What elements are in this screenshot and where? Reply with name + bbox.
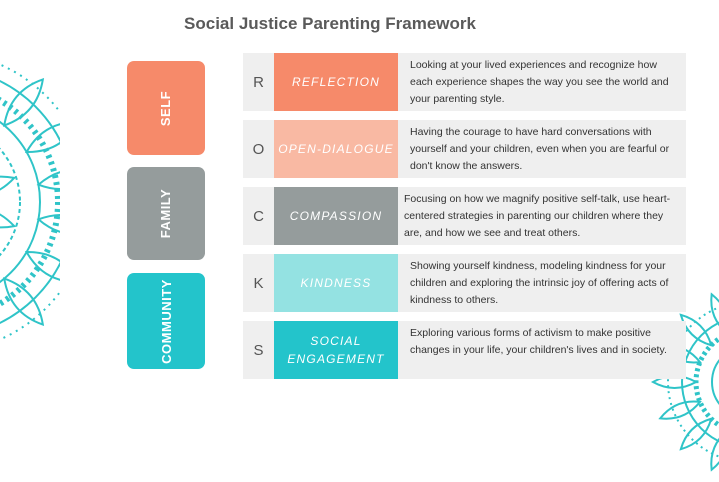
framework-row-kindness: [243, 254, 686, 312]
mandala-petal: [22, 244, 60, 290]
framework-row-reflection: [243, 53, 686, 111]
page-title: Social Justice Parenting Framework: [184, 14, 476, 33]
category-self: [127, 61, 205, 155]
right-mandala-decoration: [648, 282, 719, 482]
category-self-label: SELF: [158, 90, 174, 126]
row-description: Showing yourself kindness, modeling kindness for your children and exploring the intrinsic joy of offering acts of kindness to others.: [410, 260, 669, 306]
row-letter: R: [243, 53, 274, 111]
mandala-petal: [0, 273, 50, 331]
mandala-petal: [0, 170, 17, 203]
row-keyword: REFLECTION: [274, 53, 398, 111]
row-keyword: COMPASSION: [274, 187, 398, 245]
row-keyword: KINDNESS: [274, 254, 398, 312]
row-keyword: OPEN-DIALOGUE: [274, 120, 398, 178]
row-description: Exploring various forms of activism to make positive changes in your life, your children's lives and in society.: [410, 327, 667, 356]
mandala-petal: [658, 396, 702, 424]
mandala-petal: [0, 49, 3, 112]
row-description-box: [398, 321, 686, 379]
framework-row-open-dialogue: [243, 120, 686, 178]
row-description-box: [398, 53, 686, 111]
category-family: [127, 167, 205, 260]
row-description-box: [398, 254, 686, 312]
left-mandala-decoration: [0, 22, 60, 382]
row-description-box: [398, 120, 686, 178]
row-description-box: [398, 187, 686, 245]
row-letter: S: [243, 321, 274, 379]
row-description: Focusing on how we magnify positive self-talk, use heart-centered strategies in parenting our children where they are, and how we see and treat others.: [404, 193, 671, 239]
row-description: Looking at your lived experiences and recognize how each experience shapes the way you see the world and your parenting style.: [410, 59, 669, 105]
category-community-label: COMMUNITY: [158, 278, 174, 364]
row-description: Having the courage to have hard conversations with yourself and your children, even when you are fearful or don't know the answers.: [410, 126, 670, 172]
row-letter: K: [243, 254, 274, 312]
category-community: [127, 273, 205, 369]
row-keyword: SOCIAL ENGAGEMENT: [274, 321, 398, 379]
mandala-petal: [0, 201, 17, 234]
category-family-label: FAMILY: [158, 188, 174, 239]
row-letter: O: [243, 120, 274, 178]
framework-row-social-engagement: [243, 321, 686, 379]
row-letter: C: [243, 187, 274, 245]
framework-row-compassion: [243, 187, 686, 245]
